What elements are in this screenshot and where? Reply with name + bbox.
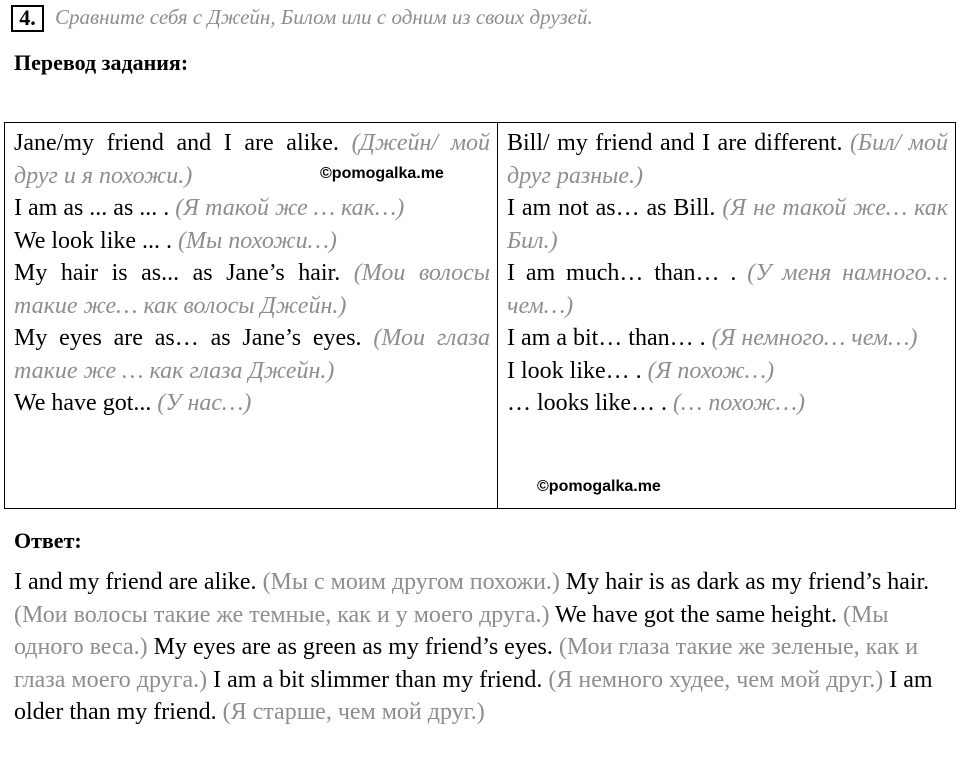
phrase-en: I am as ... as ... . [14, 195, 170, 221]
phrase-item [14, 387, 490, 420]
phrase-ru: (У меня намного… чем…) [507, 260, 949, 319]
answer-en: We have got the same height. [555, 601, 838, 628]
answer-en: My eyes are as green as my friend’s eyes. [153, 634, 553, 660]
phrase-en: … looks like… . [507, 390, 667, 416]
phrase-ru: (Я такой же … как…) [175, 195, 405, 221]
phrase-ru: (Я немного… чем…) [711, 325, 918, 351]
phrase-item [507, 127, 948, 192]
answer-en: I and my friend are alike. [14, 569, 257, 595]
phrase-en: My hair is as... as Jane’s hair. [14, 260, 341, 286]
phrase-ru: (Мои глаза такие же … как глаза Джейн.) [14, 325, 490, 384]
phrase-ru: (… похож…) [673, 390, 805, 416]
phrase-ru: (Я похож…) [647, 357, 775, 384]
phrase-item [507, 322, 948, 355]
answer-heading: Ответ: [14, 528, 82, 553]
phrase-en: My eyes are as… as Jane’s eyes. [14, 325, 362, 351]
task-number: 4. [11, 5, 44, 32]
phrase-ru: (Мы похожи…) [178, 227, 337, 254]
phrase-en: Bill/ my friend and I are different. [507, 130, 843, 156]
answer-en: I am older than my friend. [14, 666, 933, 725]
phrase-en: I am much… than… . [507, 260, 737, 286]
watermark: ©pomogalka.me [537, 478, 661, 495]
phrase-ru: (Я не такой же… как Бил.) [507, 195, 948, 254]
answer-ru: (Мои глаза такие же зеленые, как и глаза моего друга.) [14, 634, 919, 693]
phrase-item [14, 192, 490, 225]
phrase-item [14, 225, 490, 258]
phrase-en: I am not as… as Bill. [507, 195, 716, 221]
answer-en: My hair is as dark as my friend’s hair. [565, 569, 930, 595]
phrase-item [507, 355, 948, 388]
phrase-ru: (У нас…) [157, 390, 252, 416]
phrase-ru: (Джейн/ мой друг и я похожи.) [14, 130, 491, 189]
phrase-ru: (Мои волосы такие же… как волосы Джейн.) [14, 260, 491, 319]
answer-ru: (Я немного худее, чем мой друг.) [548, 666, 884, 693]
phrase-en: I look like… . [507, 357, 642, 384]
phrase-item [507, 257, 948, 322]
answer-ru: (Мы одного веса.) [14, 601, 889, 660]
phrase-item [14, 257, 490, 322]
phrase-item [507, 387, 948, 420]
answer-paragraph [14, 566, 938, 729]
phrase-en: Jane/my friend and I are alike. [14, 130, 339, 156]
answer-ru: (Мои волосы такие же темные, как и у моего друга.) [14, 601, 550, 628]
task-instruction: Сравните себя с Джейн, Билом или с одним из своих друзей. [55, 5, 593, 29]
phrase-item [507, 192, 948, 257]
watermark: ©pomogalka.me [320, 165, 444, 182]
answer-en: I am a bit slimmer than my friend. [213, 666, 543, 693]
phrase-ru: (Бил/ мой друг разные.) [507, 130, 948, 189]
answer-ru: (Мы с моим другом похожи.) [262, 569, 560, 595]
answer-ru: (Я старше, чем мой друг.) [222, 699, 485, 725]
phrases-table [4, 122, 956, 509]
different-phrases-cell [498, 123, 956, 509]
phrase-en: We have got... [14, 390, 152, 416]
phrase-en: I am a bit… than… . [507, 325, 706, 351]
phrase-en: We look like ... . [14, 227, 173, 254]
phrase-item [14, 322, 490, 387]
translation-heading: Перевод задания: [14, 50, 189, 75]
